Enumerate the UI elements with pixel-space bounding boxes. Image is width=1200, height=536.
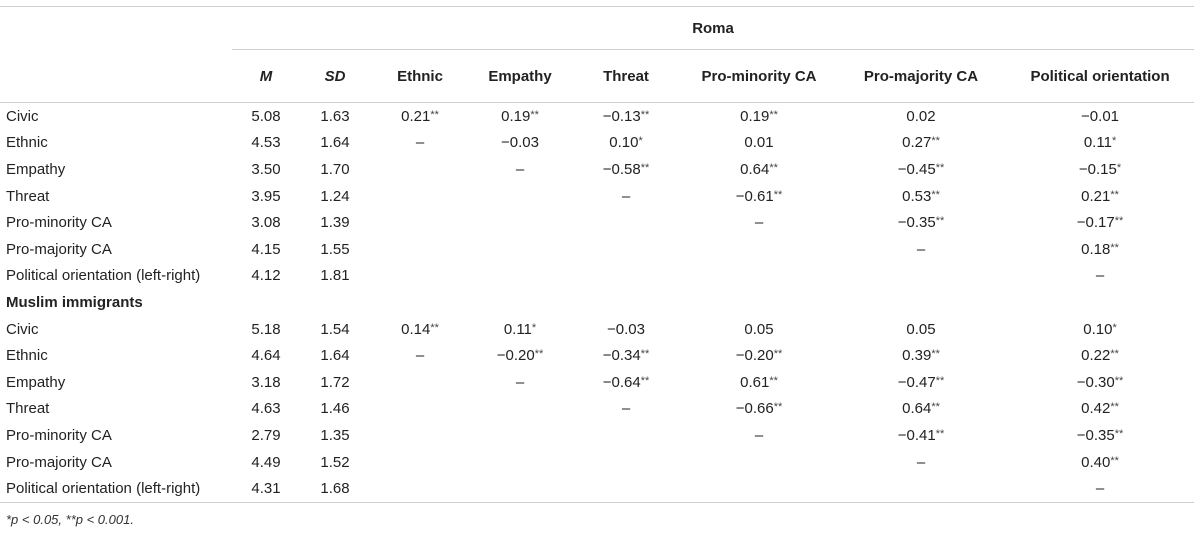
column-header: Empathy [488,67,552,85]
table-cell: 0.01 [744,134,774,152]
table-cell: – [415,134,425,152]
table-cell: −0.47** [897,373,945,391]
column-header: SD [324,67,346,85]
table-cell [370,396,470,423]
table-row [0,449,1194,476]
table-cell: 0.19** [501,107,539,125]
table-cell [470,209,570,236]
table-cell [570,263,682,290]
table-cell: 3.08 [251,214,281,232]
table-cell: – [1006,475,1194,502]
table-cell [370,263,470,290]
table-row [0,183,1194,210]
table-cell [470,475,570,502]
row-label: Ethnic [6,347,48,365]
table-cell [370,422,470,449]
table-cell: – [916,453,926,471]
table-cell: 0.42** [1081,400,1119,418]
table-cell: −0.45** [897,160,945,178]
table-cell [470,449,570,476]
table-cell [370,209,470,236]
table-cell [370,475,470,502]
column-header: Pro-minority CA [701,67,817,85]
section-title: Muslim immigrants [6,293,143,311]
table-cell: 4.64 [251,347,281,365]
row-label: Political orientation (left-right) [0,475,232,502]
table-cell: 0.05 [906,320,936,338]
table-cell: 0.27** [902,134,940,152]
table-cell: 1.81 [320,267,350,285]
table-cell: 3.50 [251,160,281,178]
column-header: Pro-majority CA [863,67,979,85]
table-cell: 1.64 [320,347,350,365]
row-label: Threat [6,400,50,418]
row-label: Pro-majority CA [6,240,112,258]
row-label: Civic [6,320,39,338]
table-cell: 5.08 [251,107,281,125]
table-cell: −0.66** [735,400,783,418]
table-cell [682,263,836,290]
table-cell: 1.46 [320,400,350,418]
table-cell: −0.61** [735,187,783,205]
row-label: Threat [6,187,50,205]
table-cell: 4.49 [251,453,281,471]
table-cell: 2.79 [251,426,281,444]
table-cell [836,263,1006,290]
stub-column-header [0,50,232,103]
row-label: Empathy [6,160,66,178]
table-cell [682,236,836,263]
table-cell [370,236,470,263]
table-row [0,316,1194,343]
table-cell: 0.14** [401,320,439,338]
column-header: Ethnic [397,67,443,85]
table-cell: 1.70 [320,160,350,178]
table-cell: 0.64** [740,160,778,178]
table-cell: 0.11* [1083,134,1117,152]
table-cell: 0.11* [503,320,537,338]
column-header: Political orientation [1030,67,1170,85]
correlation-table [0,6,1194,503]
table-cell: 0.64** [902,400,940,418]
table-cell: – [415,347,425,365]
table-cell [470,183,570,210]
table-row [0,396,1194,423]
table-row [0,422,1194,449]
table-cell: 1.72 [320,373,350,391]
table-cell: – [621,187,631,205]
row-label: Political orientation (left-right) [6,267,201,285]
table-cell: 1.24 [320,187,350,205]
table-cell: 0.21** [401,107,439,125]
table-cell: 4.63 [251,400,281,418]
row-label: Pro-majority CA [6,453,112,471]
table-cell: 0.21** [1081,187,1119,205]
significance-note: *p < 0.05, **p < 0.001. [6,512,134,527]
table-cell: – [621,400,631,418]
table-cell: −0.20** [735,347,783,365]
table-cell [370,183,470,210]
table-cell: 0.40** [1081,453,1119,471]
table-row [0,342,1194,369]
table-cell: 3.95 [251,187,281,205]
table-cell: 4.12 [251,267,281,285]
table-row [0,156,1194,183]
table-cell: 0.53** [902,187,940,205]
table-cell: – [515,373,525,391]
table-cell: 0.22** [1081,347,1119,365]
table-cell: −0.20** [496,347,544,365]
group-header-row [0,7,1194,50]
table-cell: 0.10* [1083,320,1117,338]
table-cell: 1.63 [320,107,350,125]
table-cell: – [916,240,926,258]
table-cell: −0.01 [1081,107,1120,125]
table-cell [470,263,570,290]
table-cell: −0.03 [501,134,539,152]
column-header-row [0,50,1194,103]
table-cell: −0.17** [1076,214,1124,232]
table-cell: −0.35** [1076,426,1124,444]
table-cell: 3.18 [251,373,281,391]
table-cell: −0.34** [602,347,650,365]
table-cell: −0.58** [602,160,650,178]
stub-header [0,7,232,50]
table-cell [570,449,682,476]
table-cell: 1.55 [320,240,350,258]
row-label: Pro-minority CA [6,426,112,444]
table-cell: – [515,160,525,178]
column-header: Threat [603,67,649,85]
table-row [0,130,1194,157]
table-row [0,209,1194,236]
table-cell: – [754,426,764,444]
table-cell [370,156,470,183]
table-cell: – [1095,267,1105,285]
table-cell [570,236,682,263]
row-label: Pro-minority CA [6,214,112,232]
table-cell: 4.53 [251,134,281,152]
table-row [0,103,1194,130]
table-cell [570,422,682,449]
row-label: Civic [6,107,39,125]
table-cell: −0.03 [607,320,645,338]
table-cell: 1.54 [320,320,350,338]
row-label: Empathy [6,373,66,391]
table-row [0,369,1194,396]
table-cell: 4.15 [251,240,281,258]
table-cell [470,396,570,423]
table-cell: 5.18 [251,320,281,338]
table-cell: −0.15* [1078,160,1122,178]
table-cell: 1.35 [320,426,350,444]
table-cell: −0.64** [602,373,650,391]
table-cell: 0.10* [609,134,643,152]
table-cell: 1.39 [320,214,350,232]
table-row [0,475,1194,502]
table-cell: 1.64 [320,134,350,152]
table-cell [470,422,570,449]
table-cell: 1.68 [300,475,370,502]
table-cell [836,475,1006,502]
table-cell: 0.19** [740,107,778,125]
table-cell: 0.02 [906,107,936,125]
table-cell: 1.52 [320,453,350,471]
table-cell: −0.13** [602,107,650,125]
table-cell [370,449,470,476]
table-cell: −0.30** [1076,373,1124,391]
table-cell [682,475,836,502]
table-cell: 0.18** [1081,240,1119,258]
table-cell: 0.61** [740,373,778,391]
table-cell: 0.39** [902,347,940,365]
table-cell [470,236,570,263]
table-cell [370,369,470,396]
table-cell [570,475,682,502]
group-header-roma: Roma [232,7,1194,50]
table-body [0,103,1194,503]
table-row [0,236,1194,263]
table-cell: – [754,214,764,232]
table-cell [682,449,836,476]
row-label: Ethnic [6,134,48,152]
table-cell: 4.31 [232,475,300,502]
column-header: M [259,67,273,85]
section-header-row [0,289,1194,316]
table-cell: −0.41** [897,426,945,444]
table-cell [570,209,682,236]
table-row [0,263,1194,290]
table-cell: −0.35** [897,214,945,232]
table-cell: 0.05 [744,320,774,338]
